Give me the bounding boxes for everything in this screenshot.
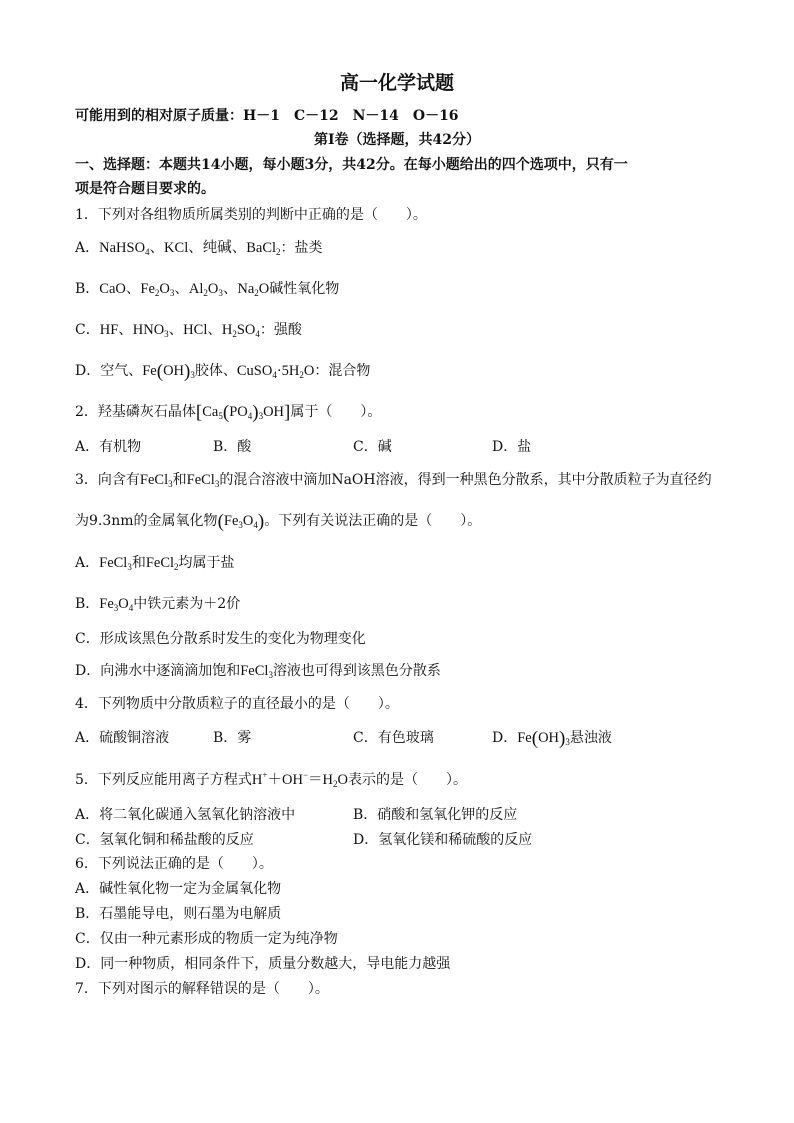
question-3-option-b <box>75 595 240 613</box>
question-6-option-c: C．仅由一种元素形成的物质一定为纯净物 <box>75 931 338 947</box>
formula-fe3o4: $(Fe_3O_4)$ <box>217 511 265 532</box>
option-b-label: B． <box>75 281 100 297</box>
question-7-stem: 7．下列对图示的解释错误的是（ ）。 <box>75 981 329 997</box>
formula-fecl2: FeCl$_2$ <box>145 555 179 572</box>
option-b-text: 中铁元素为＋2价 <box>133 596 241 612</box>
question-3-option-c: C．形成该黑色分散系时发生的变化为物理变化 <box>75 631 366 647</box>
formula-oxides: CaO、$Fe_2O_3$、$Al_2O_3$、$Na_2O$ <box>99 281 270 298</box>
option-d-colloid-text: 胶体、 <box>194 363 237 379</box>
question-5-option-d: D．氢氧化镁和稀硫酸的反应 <box>353 832 533 848</box>
question-5-option-a: A．将二氧化碳通入氢氧化钠溶液中 <box>75 807 296 823</box>
option-d-text: 悬浊液 <box>569 730 612 746</box>
option-c-category: ：强酸 <box>259 322 302 338</box>
option-a-label: A． <box>75 240 100 256</box>
formula-fecl3: FeCl$_3$ <box>139 472 173 489</box>
question-2-stem-text: 2．羟基磷灰石晶体 <box>75 404 196 420</box>
question-4-option-a: A．硫酸铜溶液 <box>75 730 170 746</box>
question-6-option-d: D．同一种物质，相同条件下，质量分数越大，导电能力越强 <box>75 956 451 972</box>
question-2-option-c: C．碱 <box>353 439 392 455</box>
formula-hydroxyapatite: $[Ca_5(PO_4)_3OH]$ <box>195 402 291 423</box>
formula-fecl2: FeCl$_3$ <box>186 472 220 489</box>
question-3-stem-line-2 <box>75 512 481 531</box>
option-d-suffix: 溶液也可得到该黑色分散系 <box>272 663 441 679</box>
question-1-stem: 1．下列对各组物质所属类别的判断中正确的是（ ）。 <box>75 207 427 223</box>
formula-fecl3: FeCl$_3$ <box>99 555 132 572</box>
question-2-option-a: A．有机物 <box>75 439 142 455</box>
atomic-masses-line: 可能用到的相对原子质量：H－1 C－12 N－14 O－16 <box>75 108 459 124</box>
question-2-option-d: D．盐 <box>492 439 532 455</box>
option-c-label: C． <box>75 322 100 338</box>
option-d-category: ：混合物 <box>314 363 371 379</box>
option-b-category: 碱性氧化物 <box>269 281 340 297</box>
question-5-stem <box>75 771 467 789</box>
conjunction-and: 和 <box>131 555 146 571</box>
question-3-stem-line-1 <box>75 471 712 489</box>
conjunction-and: 和 <box>172 472 187 488</box>
question-4-option-c: C．有色玻璃 <box>353 730 434 746</box>
question-3-stem-suffix: 。下列有关说法正确的是（ ）。 <box>264 513 482 529</box>
question-3-stem-text-2: 为9.3nm的金属氧化物 <box>75 513 218 529</box>
option-a-label: A． <box>75 555 100 571</box>
option-a-category: ：盐类 <box>280 240 323 256</box>
option-d-label: D．空气、 <box>75 363 143 379</box>
question-1-option-c <box>75 321 302 339</box>
instructions-line-1: 一、选择题：本题共14小题，每小题3分，共42分。在每小题给出的四个选项中，只有一 <box>75 157 628 173</box>
formula-cuso4-5h2o: $CuSO_4\cdot 5H_2O$ <box>236 363 315 380</box>
question-3-stem-continuation: 的混合溶液中滴加NaOH溶液，得到一种黑色分散系，其中分散质粒子为直径约 <box>219 472 712 488</box>
question-5-stem-text: 5．下列反应能用离子方程式 <box>75 772 252 788</box>
question-2-stem-suffix: 属于（ ）。 <box>290 404 382 420</box>
option-d-text: D．向沸水中逐滴滴加饱和 <box>75 663 241 679</box>
option-a-text: 均属于盐 <box>178 555 235 571</box>
question-5-option-c: C．氢氧化铜和稀盐酸的反应 <box>75 832 254 848</box>
question-3-stem-text: 3．向含有 <box>75 472 140 488</box>
question-1-option-a <box>75 239 323 257</box>
page-title: 高一化学试题 <box>339 72 454 94</box>
option-b-label: B． <box>75 596 100 612</box>
question-6-option-b: B．石墨能导电，则石墨为电解质 <box>75 906 282 922</box>
ionic-equation: $H^++OH^-=H_2O$ <box>251 770 348 789</box>
question-4-stem: 4．下列物质中分散质粒子的直径最小的是（ ）。 <box>75 696 399 712</box>
formula-acids: HF、$HNO_3$、HCl、$H_2SO_4$ <box>99 322 260 339</box>
question-5-stem-suffix: 表示的是（ ）。 <box>347 772 467 788</box>
question-4-option-d <box>492 729 612 748</box>
formula-fe3o4: $Fe_3O_4$ <box>99 596 134 613</box>
formula-fecl3: FeCl$_3$ <box>240 663 273 680</box>
formula-nahso4-kcl-soda-bacl2: NaHSO$_4$、KCl、纯碱、BaCl$_2$ <box>99 240 281 257</box>
formula-feoh3: $Fe(OH)_3$ <box>517 728 570 749</box>
option-d-label: D． <box>492 730 518 746</box>
question-5-option-b: B．硝酸和氢氧化钾的反应 <box>353 807 518 823</box>
formula-feoh3: $Fe(OH)_3$ <box>142 361 195 382</box>
question-1-option-d <box>75 362 370 381</box>
section-header: 第Ⅰ卷（选择题，共42分） <box>313 132 481 148</box>
question-2-stem <box>75 403 381 422</box>
question-2-option-b: B．酸 <box>213 439 252 455</box>
question-3-option-a <box>75 554 235 572</box>
question-3-option-d <box>75 662 441 680</box>
question-4-option-b: B．雾 <box>213 730 252 746</box>
question-6-stem: 6．下列说法正确的是（ ）。 <box>75 856 273 872</box>
question-1-option-b <box>75 280 339 298</box>
question-6-option-a: A．碱性氧化物一定为金属氧化物 <box>75 881 282 897</box>
instructions-line-2: 项是符合题目要求的。 <box>75 181 215 197</box>
